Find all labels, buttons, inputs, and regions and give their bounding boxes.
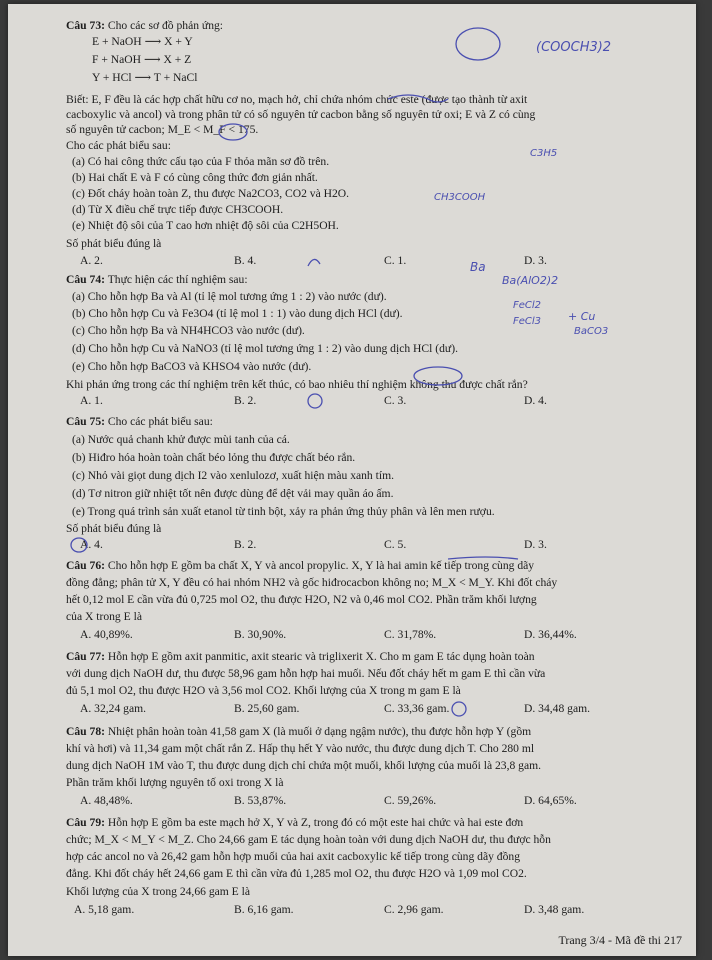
- q79-line: đẳng. Khi đốt cháy hết 24,66 gam E thì cần vừa đủ 1,285 mol O2, thu được H2O và 1,09 mol CO2.: [66, 867, 527, 880]
- q79-option-b: B. 6,16 gam.: [234, 903, 294, 916]
- q76-line: Cho hỗn hợp E gồm ba chất X, Y và ancol propylic. X, Y là hai amin kế tiếp trong cùng dãy: [107, 559, 535, 572]
- q77-option-b: B. 25,60 gam.: [234, 702, 300, 715]
- q73-statement-d: (d) Từ X điều chế trực tiếp được CH3COOH.: [72, 203, 284, 216]
- q79-title: Câu 79:: [66, 816, 105, 829]
- q75-option-c: C. 5.: [384, 538, 407, 551]
- q79-line: chức; M_X < M_Y < M_Z. Cho 24,66 gam E tác dụng hoàn toàn với dung dịch NaOH dư, thu được hỗn: [66, 833, 551, 846]
- q73-option-d: D. 3.: [524, 254, 547, 267]
- q77-line: Hỗn hợp E gồm axit panmitic, axit stearic và triglixerit X. Cho m gam E tác dụng hoàn toàn: [107, 650, 535, 663]
- q76-line: đồng đẳng; phân tử X, Y đều có hai nhóm NH2 và gốc hiđrocacbon không no; M_X < M_Y. Khi đốt cháy: [66, 576, 558, 589]
- ink-circle-answer: [452, 702, 466, 716]
- q73-lead: Cho các sơ đồ phản ứng:: [107, 19, 224, 32]
- handwritten-note: FeCl3: [513, 316, 542, 327]
- q77-option-c: C. 33,36 gam.: [384, 702, 450, 715]
- q74-experiment-d: (d) Cho hỗn hợp Cu và NaNO3 (tỉ lệ mol tương ứng 1 : 2) vào dung dịch HCl (dư).: [72, 342, 458, 355]
- q75-statement-d: (d) Tơ nitron giữ nhiệt tốt nên được dùng để dệt vải may quần áo ấm.: [72, 487, 394, 500]
- q78-line: Phần trăm khối lượng nguyên tố oxi trong X là: [66, 776, 284, 789]
- q77-title: Câu 77:: [66, 650, 105, 663]
- q73-line: cacboxylic và ancol) và trong phân tử có số nguyên tử cacbon bằng số nguyên tử oxi; E và Z có cùng: [66, 108, 536, 121]
- q76-line: của X trong E là: [66, 610, 142, 623]
- q78-line: khí và hơi) và 11,34 gam một chất rắn Z. Hấp thụ hết Y vào nước, thu được dung dịch T. Cho 280 ml: [66, 742, 535, 755]
- handwritten-note: Ba: [470, 260, 486, 274]
- q73-statement-e: (e) Nhiệt độ sôi của T cao hơn nhiệt độ sôi của C2H5OH.: [72, 219, 339, 232]
- q73-option-a: A. 2.: [80, 254, 103, 267]
- exam-page: [8, 4, 696, 956]
- q73-option-b: B. 4.: [234, 254, 257, 267]
- q74-lead: Thực hiện các thí nghiệm sau:: [107, 273, 248, 286]
- q73-reaction-3: Y + HCl ⟶ T + NaCl: [92, 71, 198, 84]
- q78-option-a: A. 48,48%.: [80, 794, 133, 807]
- q78-option-d: D. 64,65%.: [524, 794, 577, 807]
- q75-lead: Cho các phát biểu sau:: [107, 415, 213, 428]
- handwritten-note: FeCl2: [513, 300, 542, 311]
- ink-circle: [414, 367, 462, 385]
- q73-reaction-1: E + NaOH ⟶ X + Y: [92, 35, 193, 48]
- q74-option-a: A. 1.: [80, 394, 103, 407]
- q75-statement-b: (b) Hiđro hóa hoàn toàn chất béo lỏng thu được chất béo rắn.: [72, 451, 356, 464]
- page-footer: Trang 3/4 - Mã đề thi 217: [558, 933, 682, 947]
- q79-line: hợp các ancol no và 26,42 gam hỗn hợp muối của hai axit cacboxylic kế tiếp trong cùng dãy đồng: [66, 850, 520, 863]
- q76-option-b: B. 30,90%.: [234, 628, 287, 641]
- q77-option-d: D. 34,48 gam.: [524, 702, 591, 715]
- q79-line: Hỗn hợp E gồm ba este mạch hở X, Y và Z, trong đó có một este hai chức và hai este đơn: [107, 816, 524, 829]
- q73-option-c: C. 1.: [384, 254, 407, 267]
- q73-title: Câu 73:: [66, 19, 105, 32]
- q76-title: Câu 76:: [66, 559, 105, 572]
- ink-mark: [388, 95, 448, 102]
- q75-title: Câu 75:: [66, 415, 105, 428]
- q76-option-a: A. 40,89%.: [80, 628, 133, 641]
- handwritten-note: CH3COOH: [434, 192, 486, 203]
- q78-title: Câu 78:: [66, 725, 105, 738]
- q78-line: dung dịch NaOH 1M vào T, thu được dung dịch chỉ chứa một muối, khối lượng của muối là 23,8 gam.: [66, 759, 542, 772]
- handwritten-note: BaCO3: [574, 326, 609, 337]
- ink-mark: [308, 259, 320, 266]
- q73-line: số nguyên tử cacbon; M_E < M_F < 175.: [66, 123, 259, 136]
- q73-line: Biết: E, F đều là các hợp chất hữu cơ no, mạch hở, chỉ chứa nhóm chức este (được tạo thành từ axit: [66, 93, 528, 106]
- q78-option-c: C. 59,26%.: [384, 794, 437, 807]
- handwritten-note: + Cu: [568, 310, 596, 323]
- q74-experiment-c: (c) Cho hỗn hợp Ba và NH4HCO3 vào nước (dư).: [72, 324, 305, 337]
- handwritten-note: C3H5: [530, 148, 558, 159]
- q74-experiment-b: (b) Cho hỗn hợp Cu và Fe3O4 (tỉ lệ mol 1 : 1) vào dung dịch HCl (dư).: [72, 307, 403, 320]
- q79-option-d: D. 3,48 gam.: [524, 903, 585, 916]
- q78-option-b: B. 53,87%.: [234, 794, 287, 807]
- handwritten-note: (COOCH3)2: [536, 40, 612, 55]
- q79-option-a: A. 5,18 gam.: [74, 903, 135, 916]
- q79-option-c: C. 2,96 gam.: [384, 903, 444, 916]
- q75-option-a: A. 4.: [80, 538, 103, 551]
- handwritten-note: Ba(AlO2)2: [502, 274, 559, 287]
- q77-line: đủ 5,1 mol O2, thu được H2O và 3,56 mol CO2. Khối lượng của X trong m gam E là: [66, 684, 461, 697]
- q78-line: Nhiệt phân hoàn toàn 41,58 gam X (là muối ở dạng ngậm nước), thu được hỗn hợp Y (gồm: [107, 725, 532, 738]
- q79-line: Khối lượng của X trong 24,66 gam E là: [66, 885, 251, 898]
- q75-statement-a: (a) Nước quả chanh khử được mùi tanh của cá.: [72, 433, 290, 446]
- ink-circle: [219, 124, 247, 140]
- q76-line: hết 0,12 mol E cần vừa đủ 0,725 mol O2, thu được H2O, N2 và 0,46 mol CO2. Phần trăm khối lượng: [66, 593, 537, 606]
- q76-option-c: C. 31,78%.: [384, 628, 437, 641]
- ink-circle: [456, 28, 500, 60]
- q74-title: Câu 74:: [66, 273, 105, 286]
- q76-option-d: D. 36,44%.: [524, 628, 577, 641]
- q73-reaction-2: F + NaOH ⟶ X + Z: [92, 53, 192, 66]
- q73-statement-c: (c) Đốt cháy hoàn toàn Z, thu được Na2CO3, CO2 và H2O.: [72, 187, 350, 200]
- q75-statement-e: (e) Trong quá trình sản xuất etanol từ tinh bột, xảy ra phản ứng thủy phân và lên men rượu.: [72, 505, 495, 518]
- q74-prompt: Khi phản ứng trong các thí nghiệm trên kết thúc, có bao nhiêu thí nghiệm không thu được chất rắn?: [66, 378, 528, 391]
- handwritten-marks: [8, 4, 696, 956]
- ink-circle-answer: [308, 394, 322, 408]
- q73-line: Cho các phát biểu sau:: [66, 139, 171, 152]
- q73-statement-a: (a) Có hai công thức cấu tạo của F thỏa mãn sơ đồ trên.: [72, 155, 330, 168]
- q77-line: với dung dịch NaOH dư, thu được 58,96 gam hỗn hợp hai muối. Nếu đốt cháy hết m gam E thì cần vừa: [66, 667, 546, 680]
- q73-prompt: Số phát biểu đúng là: [66, 237, 162, 250]
- q75-statement-c: (c) Nhỏ vài giọt dung dịch I2 vào xenlulozơ, xuất hiện màu xanh tím.: [72, 469, 394, 482]
- q73-statement-b: (b) Hai chất E và F có cùng công thức đơn giản nhất.: [72, 171, 318, 184]
- q75-prompt: Số phát biểu đúng là: [66, 522, 162, 535]
- q74-experiment-e: (e) Cho hỗn hợp BaCO3 và KHSO4 vào nước (dư).: [72, 360, 312, 373]
- q75-option-b: B. 2.: [234, 538, 257, 551]
- q75-option-d: D. 3.: [524, 538, 547, 551]
- q77-option-a: A. 32,24 gam.: [80, 702, 147, 715]
- ink-circle-answer: [71, 538, 87, 552]
- q74-option-b: B. 2.: [234, 394, 257, 407]
- q74-experiment-a: (a) Cho hỗn hợp Ba và Al (tỉ lệ mol tương ứng 1 : 2) vào nước (dư).: [72, 290, 387, 303]
- q74-option-c: C. 3.: [384, 394, 407, 407]
- ink-mark: [448, 557, 518, 559]
- q74-option-d: D. 4.: [524, 394, 547, 407]
